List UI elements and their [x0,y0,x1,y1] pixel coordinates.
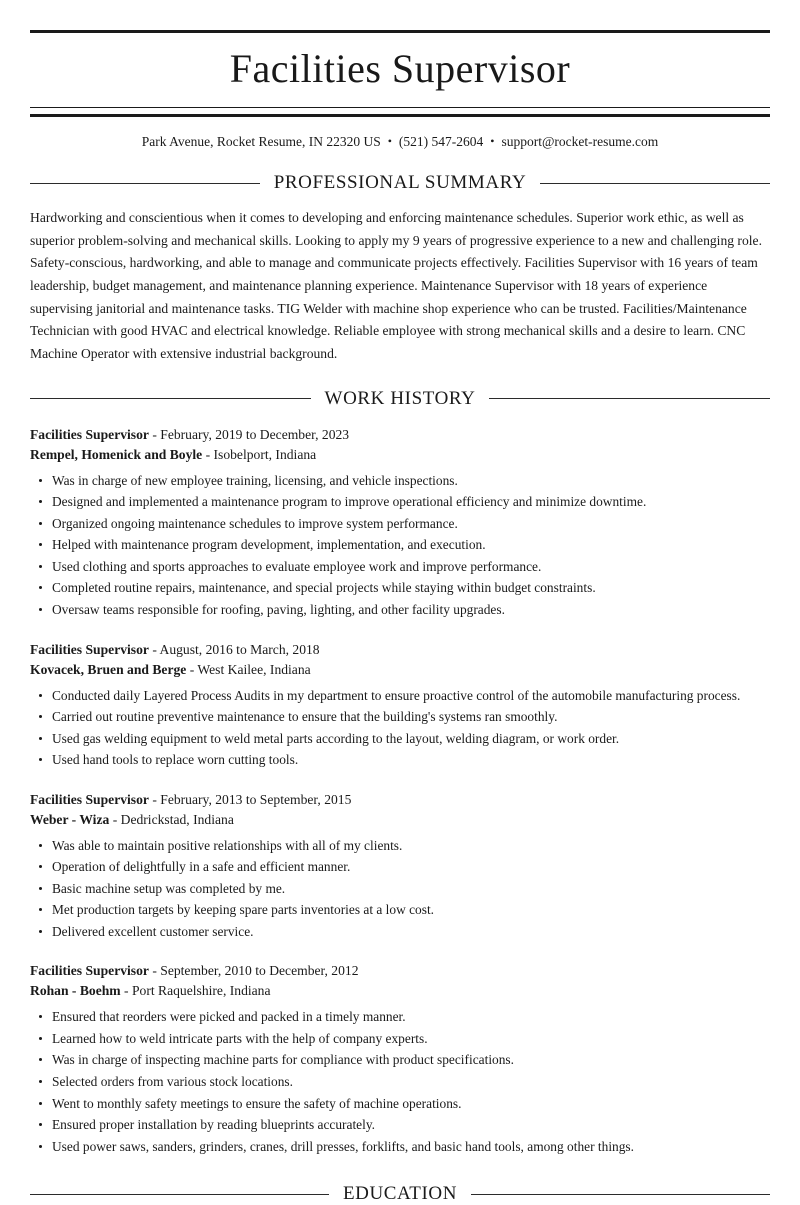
job-company-line [30,981,770,1001]
job-title: Facilities Supervisor [30,791,149,807]
job-dates: February, 2013 to September, 2015 [160,791,352,807]
job-bullet-list [30,687,770,773]
work-history-list [30,425,770,1159]
job-line-dash: - [186,661,198,677]
job-line-dash: - [202,446,214,462]
job-bullet: Used hand tools to replace worn cutting tools. [30,751,770,773]
job-dates: August, 2016 to March, 2018 [159,641,320,657]
job-bullet: Learned how to weld intricate parts with the help of company experts. [30,1030,770,1052]
contact-line [30,134,770,150]
job-bullet: Was in charge of new employee training, licensing, and vehicle inspections. [30,472,770,494]
professional-summary-body: Hardworking and conscientious when it comes to developing and enforcing maintenance schedules. Superior work ethic, as well as superior problem-solving and mechanical skills. Looking to apply my 9 years of progressive experience to a new and challenging role. Safety-conscious, hardworking, and able to manage and communicate projects effectively. Facilities Supervisor with 16 years of team leadership, budget management, and maintenance planning experience. Maintenance Supervisor with 18 years of experience supervising janitorial and maintenance tasks. TIG Welder with machine shop experience who can be trusted. Facilities/Maintenance Technician with good HVAC and electrical knowledge. Reliable employee with strong mechanical skills and a desire to learn. CNC Machine Operator with extensive industrial background. [30,210,762,362]
job-bullet: Was in charge of inspecting machine parts for compliance with product specifications. [30,1051,770,1073]
job-bullet: Delivered excellent customer service. [30,923,770,945]
job-title-line [30,640,770,660]
job-company: Rempel, Homenick and Boyle [30,446,203,462]
job-bullet: Ensured proper installation by reading blueprints accurately. [30,1116,770,1138]
job-company-line [30,445,770,465]
section-heading-education [30,1183,770,1205]
contact-address: Park Avenue, Rocket Resume, IN 22320 US [141,134,381,149]
contact-phone: (521) 547-2604 [398,134,484,149]
heading-rule-right [471,1194,770,1195]
section-heading-work-history [30,388,770,410]
job-company: Rohan - Boehm [30,983,121,999]
job-company: Weber - Wiza [30,811,110,827]
job-title-line [30,961,770,981]
heading-rule-left [30,183,260,184]
job-line-dash: - [148,641,160,657]
job-line-dash: - [120,983,132,999]
section-title-text: EDUCATION [342,1183,458,1205]
job-bullet: Organized ongoing maintenance schedules to improve system performance. [30,515,770,537]
work-history-entry [30,425,770,623]
job-company-line [30,810,770,830]
contact-separator-2: • [490,134,495,148]
job-bullet-list [30,1008,770,1159]
heading-rule-left [30,1194,329,1195]
contact-separator-1: • [387,134,392,148]
job-bullet: Helped with maintenance program development, implementation, and execution. [30,536,770,558]
heading-rule-right [489,398,770,399]
job-bullet: Selected orders from various stock locations. [30,1073,770,1095]
section-heading-professional-summary [30,172,770,194]
job-bullet: Used clothing and sports approaches to evaluate employee work and improve performance. [30,558,770,580]
job-line-dash: - [148,963,161,979]
job-dates: February, 2019 to December, 2023 [160,426,350,442]
job-bullet: Basic machine setup was completed by me. [30,880,770,902]
resume-header [30,30,770,150]
job-company: Kovacek, Bruen and Berge [30,661,187,677]
heading-rule-right [540,183,770,184]
contact-email: support@rocket-resume.com [501,134,659,149]
header-top-rule [30,30,770,33]
work-history-entry [30,790,770,945]
work-history-entry [30,961,770,1159]
section-title-text: WORK HISTORY [324,387,476,409]
job-bullet: Conducted daily Layered Process Audits in my department to ensure proactive control of the automobile manufacturing process. [30,687,770,709]
page-title: Facilities Supervisor [229,46,571,91]
section-title-text: PROFESSIONAL SUMMARY [273,172,527,193]
job-location: Port Raquelshire, Indiana [131,983,271,999]
work-history-entry [30,640,770,773]
job-location: Isobelport, Indiana [213,446,317,462]
job-title-line [30,790,770,810]
job-bullet-list [30,472,770,623]
job-location: West Kailee, Indiana [197,661,311,677]
job-bullet: Was able to maintain positive relationships with all of my clients. [30,837,770,859]
job-bullet: Met production targets by keeping spare parts inventories at a low cost. [30,901,770,923]
job-bullet-list [30,837,770,945]
job-title: Facilities Supervisor [30,641,149,657]
job-bullet: Oversaw teams responsible for roofing, paving, lighting, and other facility upgrades. [30,601,770,623]
job-location: Dedrickstad, Indiana [120,811,234,827]
job-title: Facilities Supervisor [30,426,149,442]
job-bullet: Went to monthly safety meetings to ensure the safety of machine operations. [30,1095,770,1117]
job-company-line [30,660,770,680]
job-title-line [30,425,770,445]
job-dates: September, 2010 to December, 2012 [160,963,359,979]
job-bullet: Operation of delightfully in a safe and efficient manner. [30,858,770,880]
job-bullet: Used gas welding equipment to weld metal parts according to the layout, welding diagram, or work order. [30,730,770,752]
job-bullet: Completed routine repairs, maintenance, and special projects while staying within budget constraints. [30,579,770,601]
job-bullet: Used power saws, sanders, grinders, cranes, drill presses, forklifts, and basic hand tools, among other things. [30,1138,770,1160]
job-line-dash: - [148,791,161,807]
resume-page [0,30,800,1205]
job-title: Facilities Supervisor [30,963,149,979]
header-bottom-rule [30,107,770,117]
heading-rule-left [30,398,311,399]
job-bullet: Designed and implemented a maintenance program to improve operational efficiency and minimize downtime. [30,493,770,515]
job-line-dash: - [148,426,161,442]
job-bullet: Carried out routine preventive maintenance to ensure that the building's systems ran smoothly. [30,708,770,730]
job-line-dash: - [109,811,121,827]
job-bullet: Ensured that reorders were picked and packed in a timely manner. [30,1008,770,1030]
